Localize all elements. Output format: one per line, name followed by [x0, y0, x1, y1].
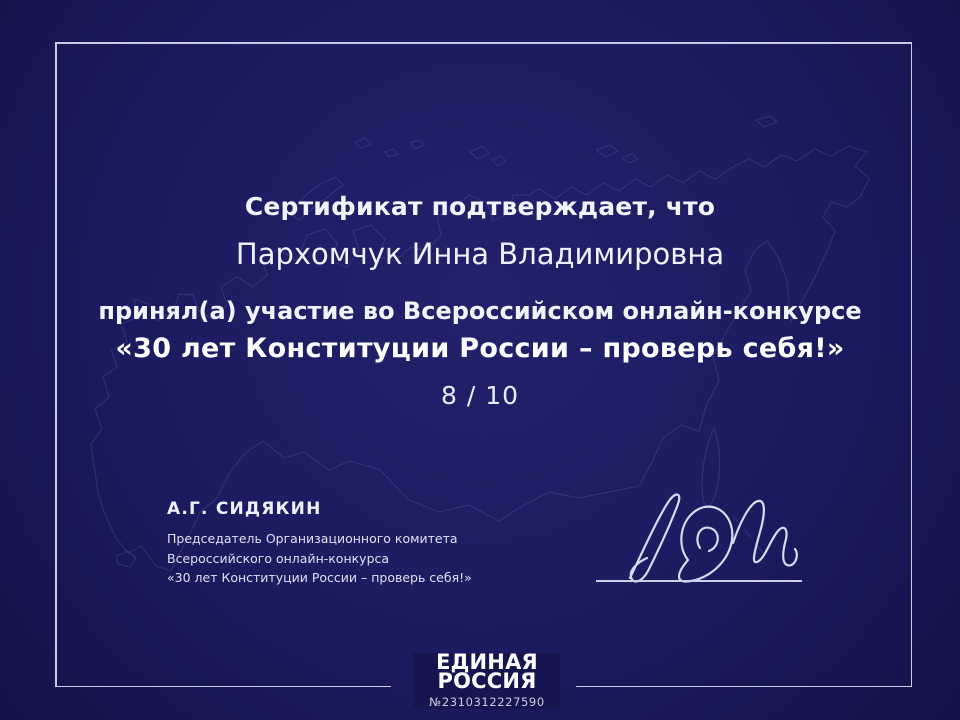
signer-role-line: Председатель Организационного комитета — [167, 531, 458, 546]
contest-title: «30 лет Конституции России – проверь себя!» — [115, 333, 845, 364]
frame-border-left — [55, 42, 57, 687]
certificate-number: №2310312227590 — [429, 695, 545, 709]
logo-line-1: ЕДИНАЯ — [436, 650, 538, 674]
frame-border-top — [55, 42, 912, 44]
certificate-intro-text: Сертификат подтверждает, что — [244, 192, 716, 221]
frame-border-right — [911, 42, 913, 687]
signer-role-line: Всероссийского онлайн-конкурса — [167, 550, 390, 566]
frame-border-bottom-right — [576, 686, 912, 688]
signer-role — [167, 529, 472, 588]
united-russia-logo — [413, 650, 560, 709]
score-value: 8 / 10 — [440, 381, 520, 410]
frame-border-bottom-left — [55, 686, 391, 688]
signer-block — [167, 499, 472, 588]
logo-line-2: РОССИЯ — [437, 668, 537, 693]
signer-role-line: «30 лет Конституции России – проверь себя!» — [167, 570, 472, 585]
recipient-name: Пархомчук Инна Владимировна — [235, 237, 725, 271]
participation-text: принял(а) участие во Всероссийском онлайн-конкурсе — [98, 297, 862, 325]
signer-name: А.Г. СИДЯКИН — [167, 499, 322, 519]
signature-line — [596, 580, 802, 582]
